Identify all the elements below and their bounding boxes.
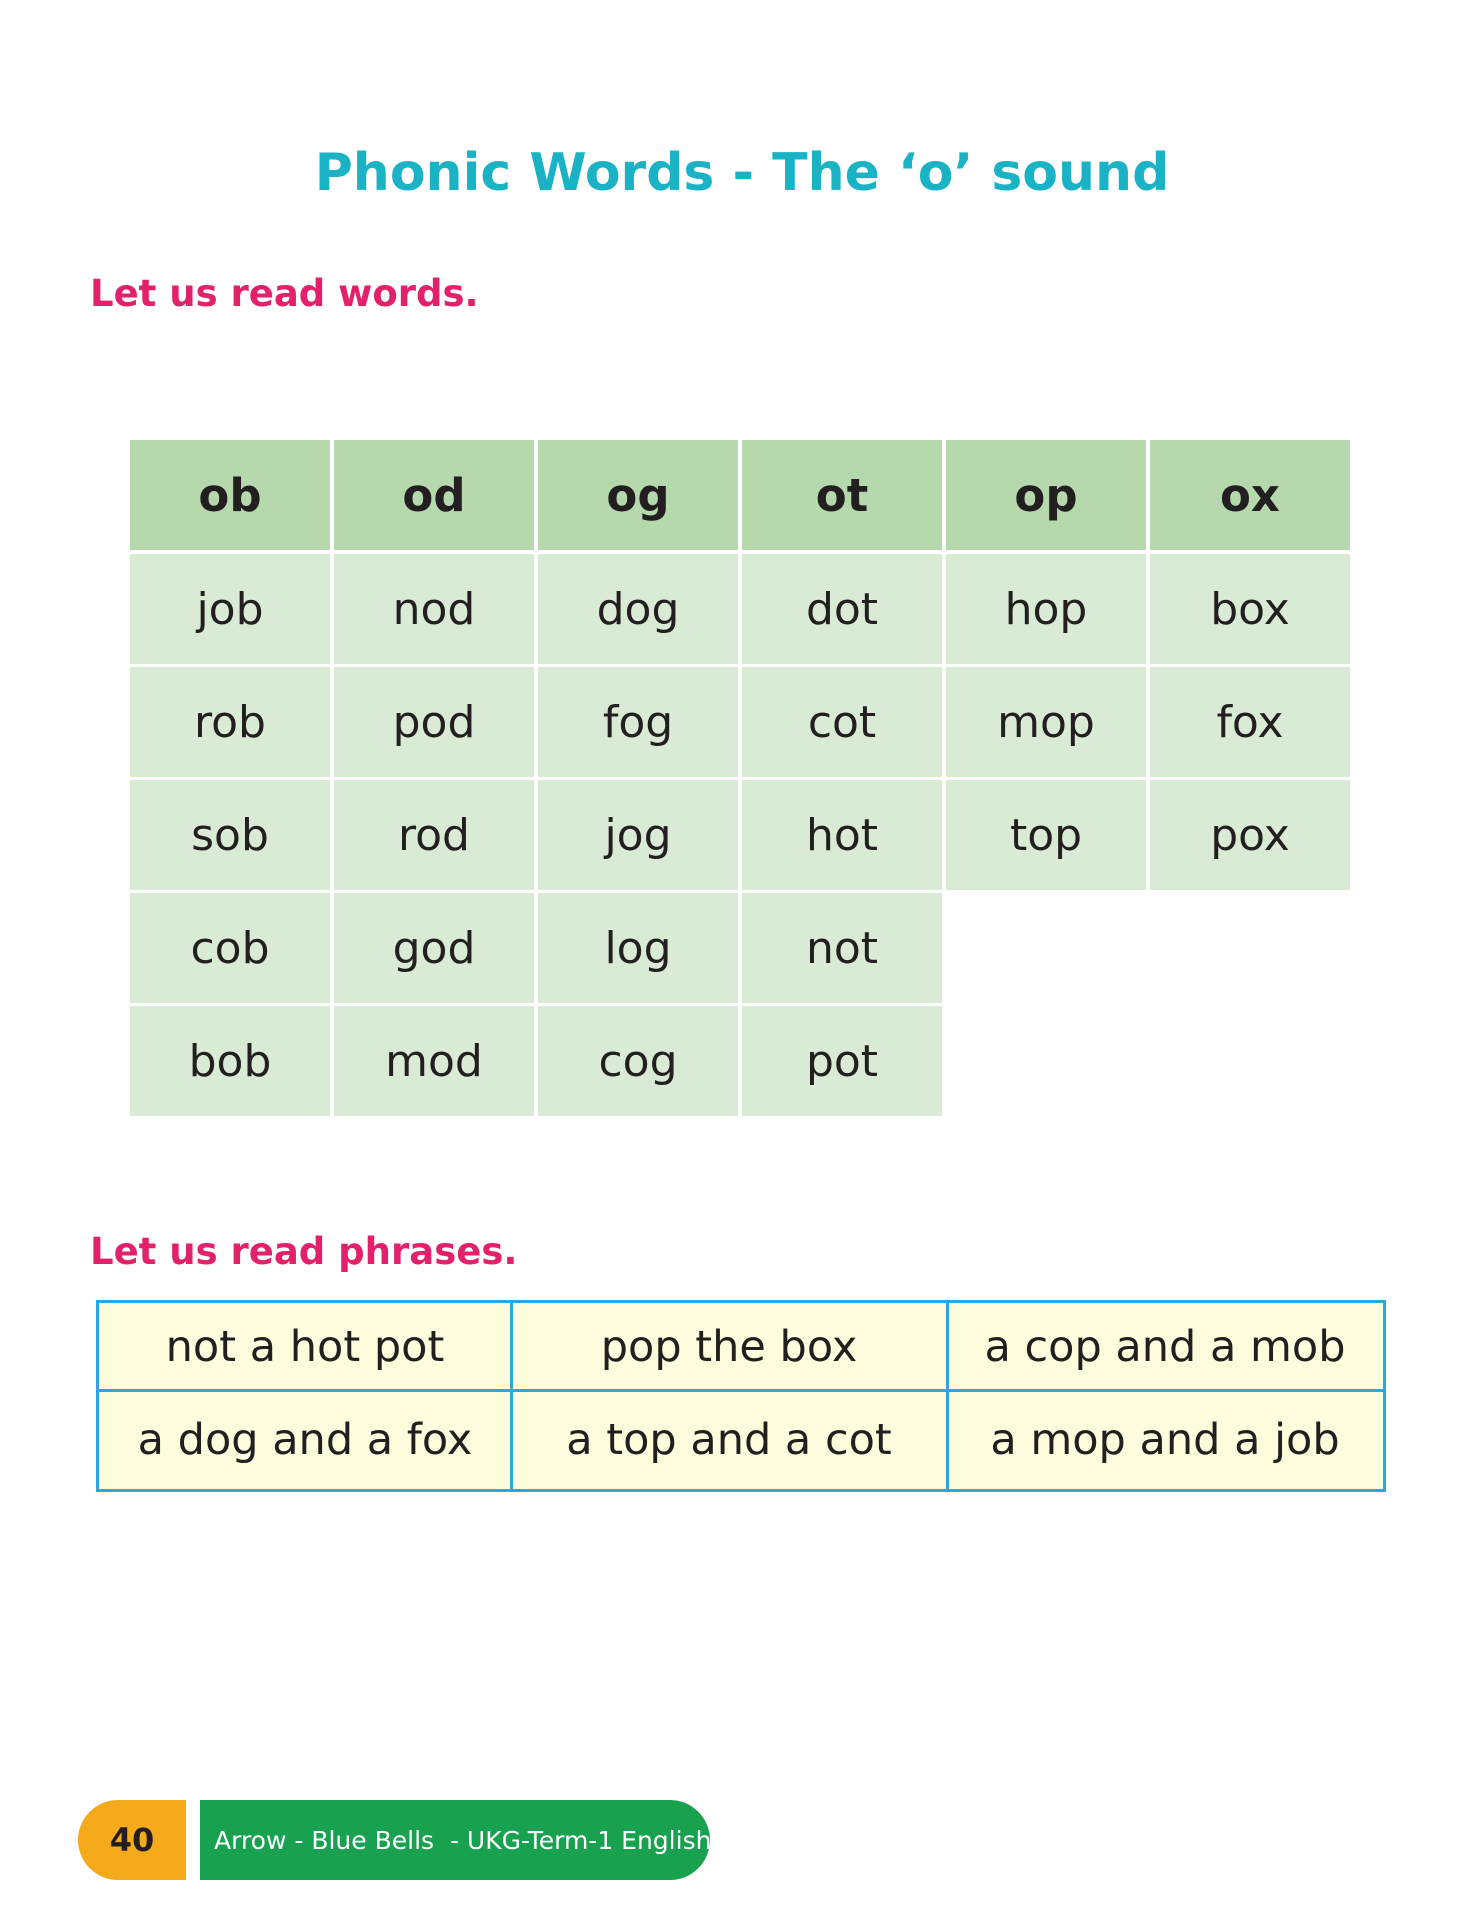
word-cell: cot — [742, 667, 942, 777]
word-cell: box — [1150, 554, 1350, 664]
word-cell: log — [538, 893, 738, 1003]
word-cell: cog — [538, 1006, 738, 1116]
word-cell: pod — [334, 667, 534, 777]
word-column-header: ox — [1150, 440, 1350, 550]
word-cell: nod — [334, 554, 534, 664]
word-cell: rod — [334, 780, 534, 890]
word-cell: top — [946, 780, 1146, 890]
phrase-cell: a mop and a job — [990, 1414, 1340, 1465]
word-cell: dog — [538, 554, 738, 664]
word-cell: dot — [742, 554, 942, 664]
word-cell: hot — [742, 780, 942, 890]
word-cell: hop — [946, 554, 1146, 664]
word-cell: jog — [538, 780, 738, 890]
word-cell: bob — [130, 1006, 330, 1116]
word-cell: cob — [130, 893, 330, 1003]
page-number-badge: 40 — [78, 1800, 186, 1880]
word-column-header: op — [946, 440, 1146, 550]
phrase-cell: a cop and a mob — [984, 1321, 1346, 1372]
word-cell: god — [334, 893, 534, 1003]
word-cell: mop — [946, 667, 1146, 777]
word-cell: pot — [742, 1006, 942, 1116]
word-cell: mod — [334, 1006, 534, 1116]
word-column-header: od — [334, 440, 534, 550]
word-cell: pox — [1150, 780, 1350, 890]
word-column-header: ob — [130, 440, 330, 550]
phrase-cell: not a hot pot — [165, 1321, 445, 1372]
words-section-heading: Let us read words. — [90, 272, 479, 315]
word-column-header: og — [538, 440, 738, 550]
word-cell: fox — [1150, 667, 1350, 777]
phrases-section-heading: Let us read phrases. — [90, 1230, 518, 1273]
word-cell: not — [742, 893, 942, 1003]
page-title: Phonic Words - The ‘o’ sound — [314, 143, 1170, 203]
phrase-row-divider — [99, 1389, 1383, 1392]
phrase-column-divider — [946, 1303, 949, 1489]
book-title-footer: Arrow - Blue Bells - UKG-Term-1 English — [200, 1800, 710, 1880]
phrase-cell: pop the box — [600, 1321, 858, 1372]
phrase-cell: a dog and a fox — [137, 1414, 473, 1465]
phrase-cell: a top and a cot — [566, 1414, 892, 1465]
word-cell: sob — [130, 780, 330, 890]
phrase-column-divider — [510, 1303, 513, 1489]
phrase-table — [96, 1300, 1386, 1492]
word-cell: fog — [538, 667, 738, 777]
word-cell: job — [130, 554, 330, 664]
word-cell: rob — [130, 667, 330, 777]
word-column-header: ot — [742, 440, 942, 550]
